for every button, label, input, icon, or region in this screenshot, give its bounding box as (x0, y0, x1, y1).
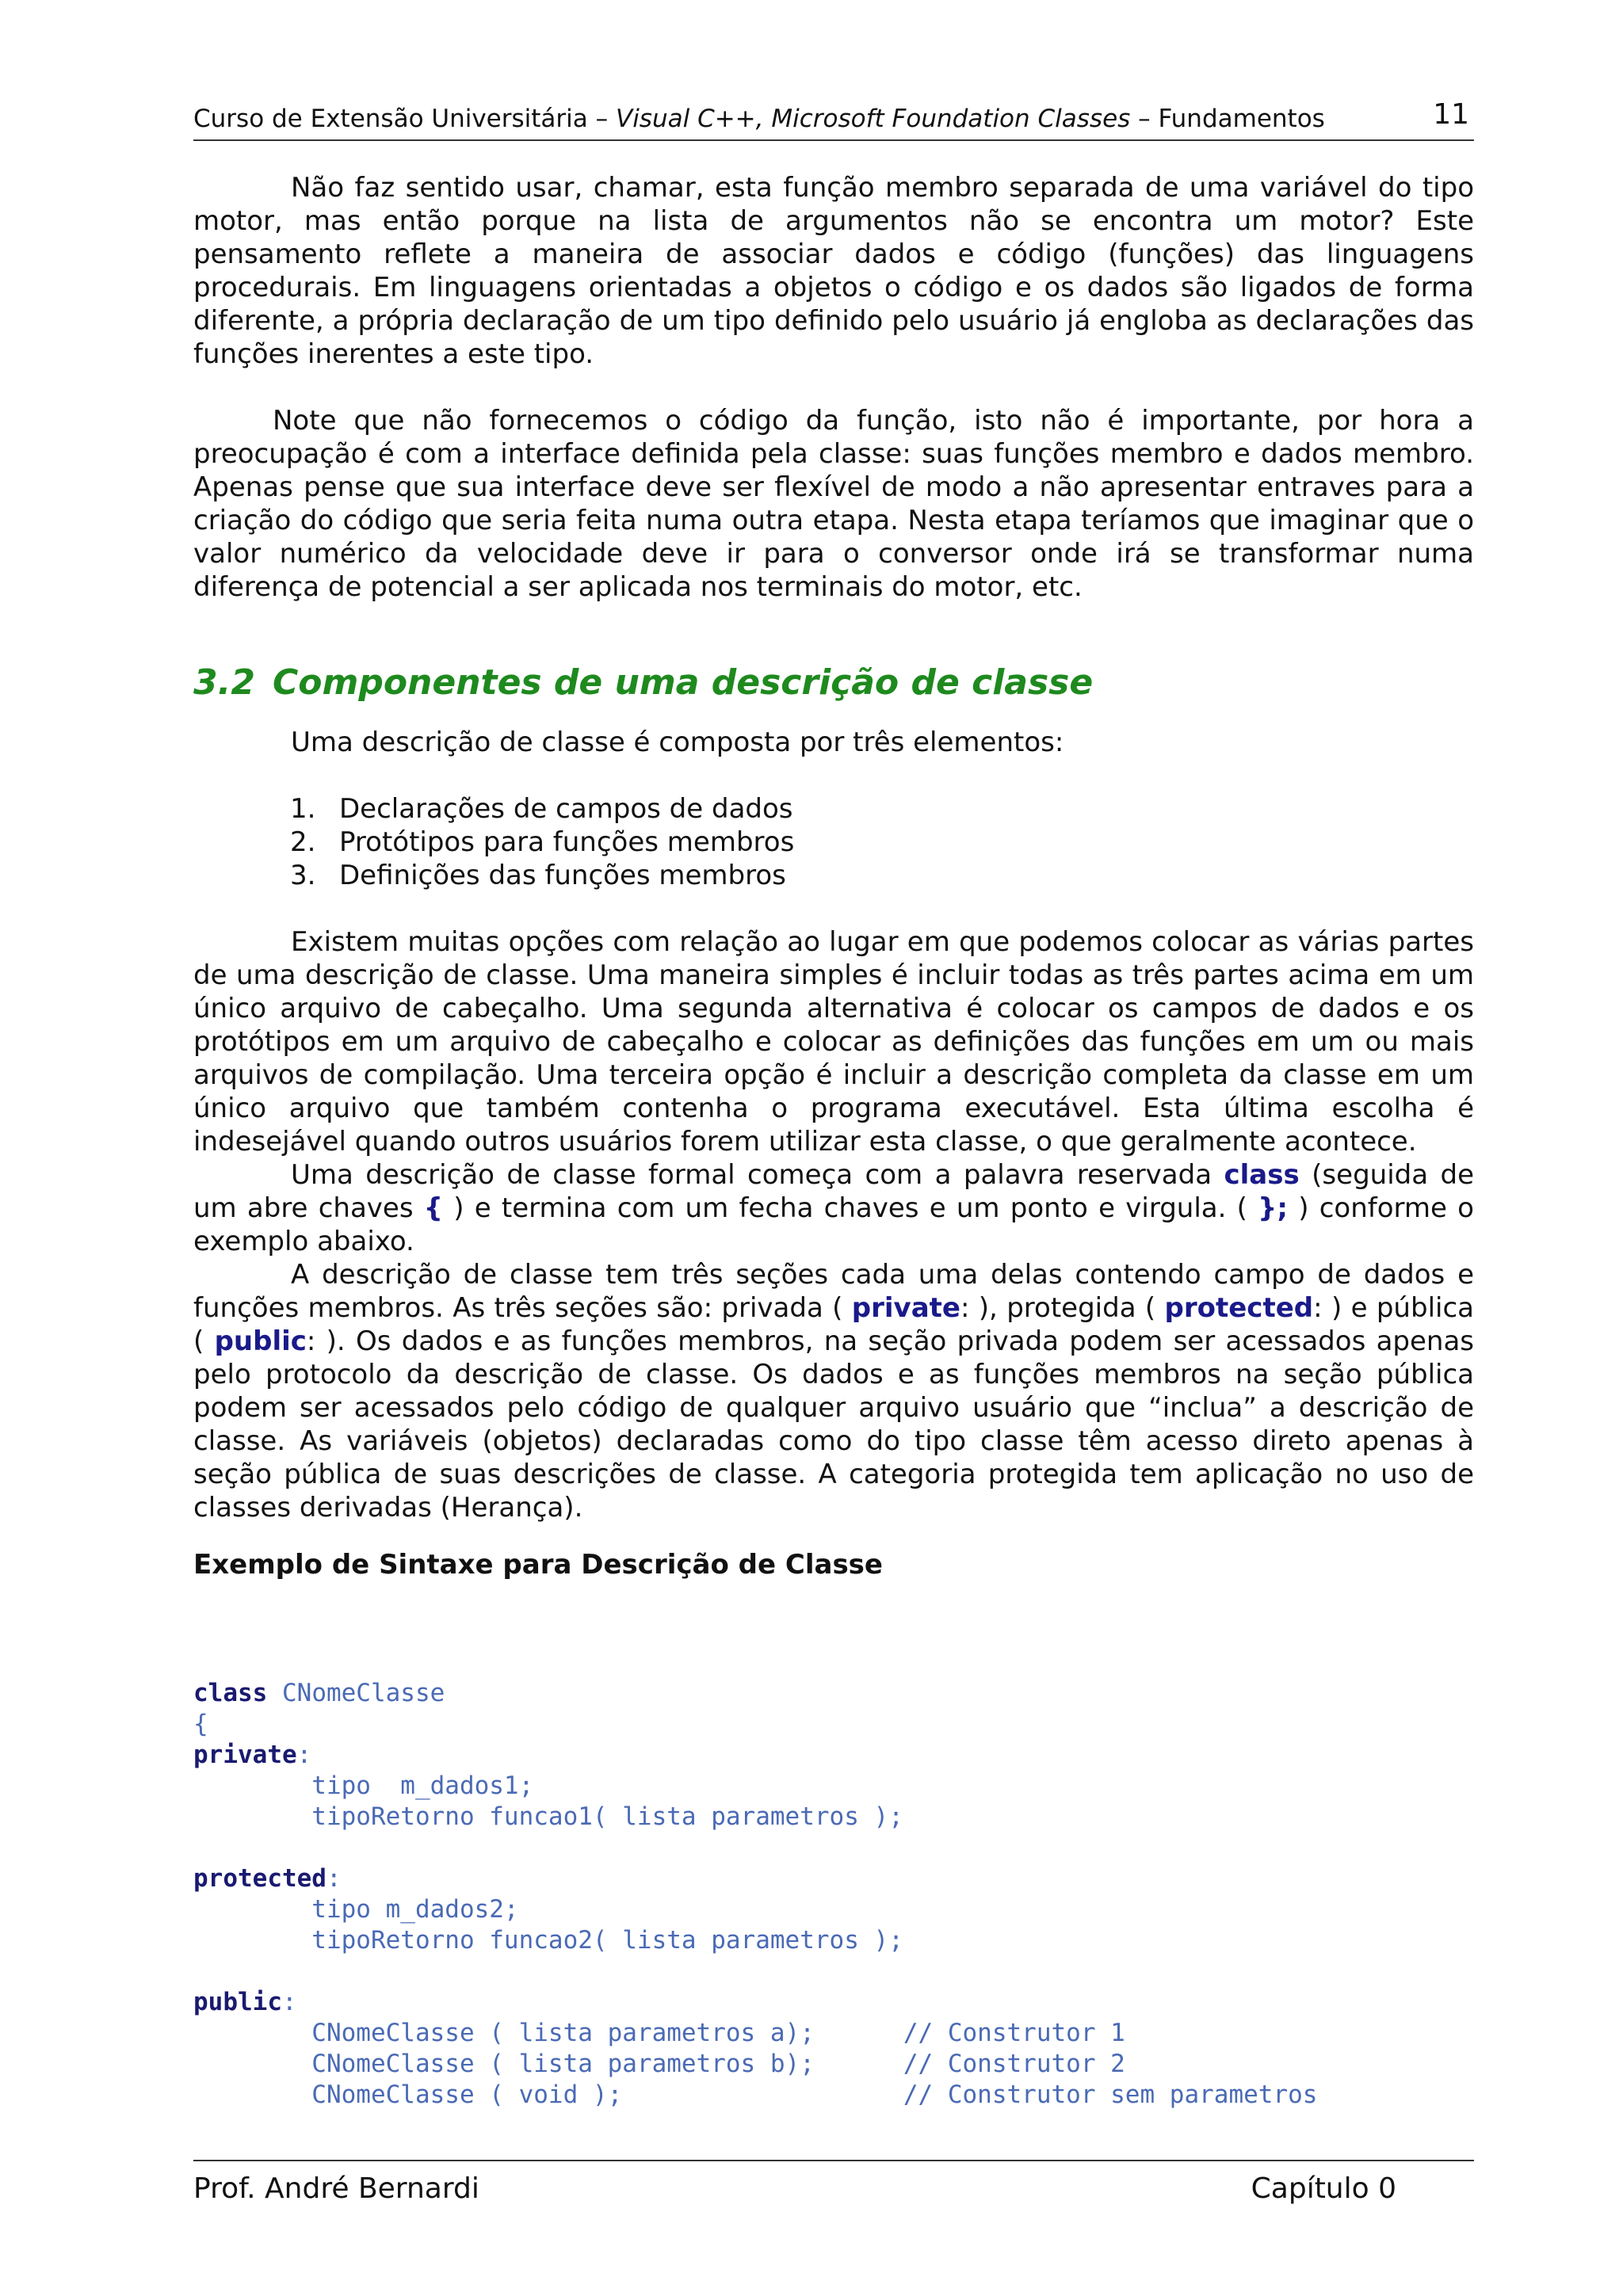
document-body (193, 171, 1474, 1581)
keyword-public: public (214, 1325, 307, 1357)
components-list (193, 792, 1474, 892)
example-heading: Exemplo de Sintaxe para Descrição de Classe (193, 1549, 883, 1581)
page-footer (193, 2160, 1474, 2205)
paragraph-4: Uma descrição de classe formal começa com a palavra reservada class (seguida de um abre chaves { ) e termina com um fecha chaves e um ponto e virgula. ( }; ) conforme o exemplo abaixo. (193, 1159, 1474, 1257)
paragraph-2: Note que não fornecemos o código da função, isto não é importante, por hora a preocupação é com a interface definida pela classe: suas funções membro e dados membro. Apenas pense que sua interface deve ser flexível de modo a não apresentar entraves para a criação do código que seria feita numa outra etapa. Nesta etapa teríamos que imaginar que o valor numérico da velocidade deve ir para o conversor onde irá se transformar numa diferença de potencial a ser aplicada nos terminais do motor, etc. (193, 405, 1474, 603)
code-line: CNomeClasse ( lista parametros a); // Construtor 1 (193, 2019, 1125, 2047)
code-line: public: (193, 1988, 297, 2016)
code-line (193, 1956, 1474, 1987)
code-line: tipoRetorno funcao2( lista parametros ); (193, 1926, 903, 1955)
paragraph-1: Não faz sentido usar, chamar, esta função membro separada de uma variável do tipo motor, mas então porque na lista de argumentos não se encontra um motor? Este pensamento reflete a maneira de associar dados e código (funções) das linguagens procedurais. Em linguagens orientadas a objetos o código e os dados são ligados de forma diferente, a própria declaração de um tipo definido pelo usuário já engloba as declarações das funções inerentes a este tipo. (193, 172, 1474, 370)
code-line: tipo m_dados1; (193, 1772, 534, 1800)
code-line: CNomeClasse ( lista parametros b); // Construtor 2 (193, 2050, 1125, 2078)
keyword-protected: protected (1164, 1292, 1314, 1324)
keyword-open-brace: { (423, 1192, 443, 1224)
header-course-title: Curso de Extensão Universitária – Visual C++, Microsoft Foundation Classes – Fundamentos (193, 105, 1325, 133)
keyword-class: class (1224, 1159, 1300, 1191)
code-example (193, 1678, 1474, 2111)
keyword-close-brace: }; (1258, 1192, 1288, 1224)
keyword-private: private (851, 1292, 960, 1324)
paragraph-5: A descrição de classe tem três seções cada uma delas contendo campo de dados e funções membros. As três seções são: privada ( private: ), protegida ( protected: ) e pública ( public: ). Os dados e as funções membros, na seção privada podem ser acessados apenas pelo protocolo da descrição de classe. Os dados e as funções membros na seção pública podem ser acessados pelo código de qualquer arquivo usuário que “inclua” a descrição de classe. As variáveis (objetos) declaradas como do tipo classe têm acesso direto apenas à seção pública de suas descrições de classe. A categoria protegida tem aplicação no uso de classes derivadas (Herança). (193, 1259, 1475, 1524)
footer-chapter: Capítulo 0 (1251, 2172, 1396, 2205)
paragraph-3: Existem muitas opções com relação ao lugar em que podemos colocar as várias partes de uma descrição de classe. Uma maneira simples é incluir todas as três partes acima em um único arquivo de cabeçalho. Uma segunda alternativa é colocar os campos de dados e os protótipos em um arquivo de cabeçalho e colocar as definições das funções em um ou mais arquivos de compilação. Uma terceira opção é incluir a descrição completa da classe em um único arquivo que também contenha o programa executável. Esta última escolha é indesejável quando outros usuários forem utilizar esta classe, o que geralmente acontece. (193, 926, 1474, 1158)
footer-author: Prof. André Bernardi (193, 2172, 479, 2205)
page-number: 11 (1433, 98, 1469, 131)
intro-paragraph: Uma descrição de classe é composta por três elementos: (291, 727, 1064, 758)
list-item: 2. Protótipos para funções membros (290, 826, 795, 858)
section-title: Componentes de uma descrição de classe (272, 662, 1094, 703)
code-line: protected: (193, 1864, 342, 1893)
code-line: class CNomeClasse (193, 1679, 445, 1707)
section-heading (193, 659, 1474, 707)
code-line: CNomeClasse ( void ); // Construtor sem parametros (193, 2081, 1318, 2109)
code-line: tipo m_dados2; (193, 1895, 519, 1924)
page-header (193, 98, 1474, 141)
code-line: private: (193, 1741, 312, 1769)
list-item: 1. Declarações de campos de dados (290, 793, 793, 825)
code-line: tipoRetorno funcao1( lista parametros ); (193, 1802, 903, 1831)
code-line: { (193, 1710, 208, 1738)
section-number: 3.2 (193, 662, 255, 703)
list-item: 3. Definições das funções membros (290, 860, 786, 891)
code-line (193, 1833, 1474, 1863)
